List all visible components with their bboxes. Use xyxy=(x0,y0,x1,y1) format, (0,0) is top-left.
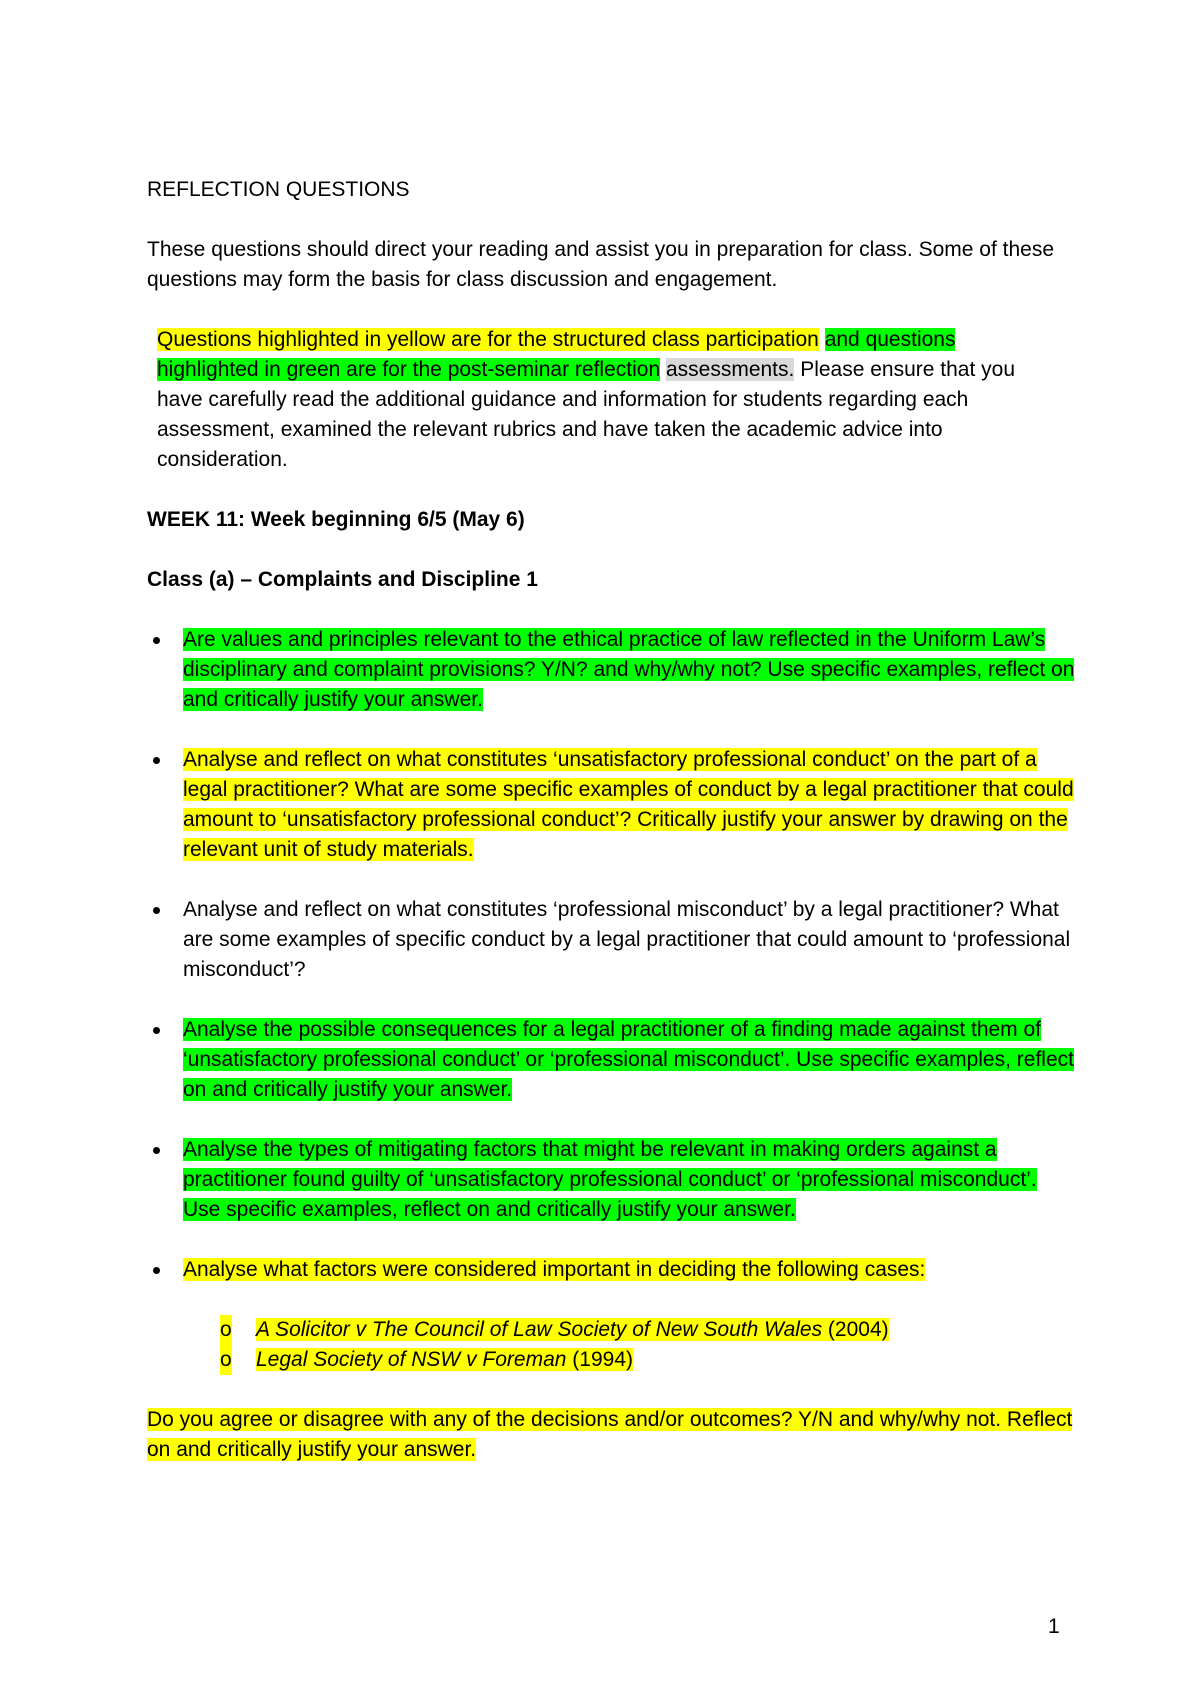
bullet-icon xyxy=(153,1267,160,1274)
question-list xyxy=(147,625,1077,1285)
bullet-icon xyxy=(153,1147,160,1154)
question-text: Are values and principles relevant to the ethical practice of law reflected in the Uniform Law’s disciplinary and complaint provisions? Y/N? and why/why not? Use specific examples, reflect on and critically justify your answer. xyxy=(183,628,1075,711)
highlight-note-box xyxy=(147,325,1057,475)
intro-paragraph: These questions should direct your reading and assist you in preparation for class. Some of these questions may form the basis for class discussion and engagement. xyxy=(147,238,1055,291)
case-list xyxy=(147,1315,1077,1375)
case-name: A Solicitor v The Council of Law Society of New South Wales xyxy=(256,1318,823,1341)
bullet-icon xyxy=(153,1027,160,1034)
question-text: Analyse and reflect on what constitutes ‘professional misconduct’ by a legal practitioner? What are some examples of specific conduct by a legal practitioner that could amount to ‘professional misconduct’? xyxy=(183,898,1071,981)
bullet-icon xyxy=(153,907,160,914)
bullet-icon xyxy=(153,637,160,644)
question-item xyxy=(147,1015,1077,1105)
note-yellow-text: Questions highlighted in yellow are for the structured class participation xyxy=(157,328,819,351)
class-heading: Class (a) – Complaints and Discipline 1 xyxy=(147,568,538,591)
question-text: Analyse what factors were considered important in deciding the following cases: xyxy=(183,1258,926,1281)
note-green-text: and questions highlighted in green are for the post-seminar reflection xyxy=(157,328,956,381)
question-item xyxy=(147,745,1077,865)
sub-bullet-icon: o xyxy=(220,1315,232,1345)
question-item xyxy=(147,625,1077,715)
note-gray-text: assessments. xyxy=(665,358,795,381)
document-content xyxy=(147,175,1077,1465)
case-year: (2004) xyxy=(822,1318,889,1341)
note-rest-text: Please ensure that you have carefully read the additional guidance and information for students regarding each assessment, examined the relevant rubrics and have taken the academic advice into consideration. xyxy=(157,358,1016,471)
sub-bullet-icon: o xyxy=(220,1345,232,1375)
document-title: REFLECTION QUESTIONS xyxy=(147,178,410,201)
case-item xyxy=(147,1315,1077,1345)
week-heading: WEEK 11: Week beginning 6/5 (May 6) xyxy=(147,508,525,531)
question-text: Analyse the types of mitigating factors that might be relevant in making orders against a practitioner found guilty of ‘unsatisfactory professional conduct’ or ‘professional misconduct’. Use specific examples, reflect on and critically justify your answer. xyxy=(183,1138,1037,1221)
case-item xyxy=(147,1345,1077,1375)
case-year: (1994) xyxy=(566,1348,634,1371)
question-text: Analyse the possible consequences for a legal practitioner of a finding made against them of ‘unsatisfactory professional conduct’ or ‘professional misconduct’. Use specific examples, reflect on and critically justify your answer. xyxy=(183,1018,1074,1101)
question-item xyxy=(147,895,1077,985)
case-name: Legal Society of NSW v Foreman xyxy=(256,1348,567,1371)
question-item xyxy=(147,1255,1077,1285)
question-item xyxy=(147,1135,1077,1225)
question-text: Analyse and reflect on what constitutes ‘unsatisfactory professional conduct’ on the part of a legal practitioner? What are some specific examples of conduct by a legal practitioner that could amount to ‘unsatisfactory professional conduct’? Critically justify your answer by drawing on the relevant unit of study materials. xyxy=(183,748,1074,861)
page-number: 1 xyxy=(1048,1615,1060,1638)
bullet-icon xyxy=(153,757,160,764)
closing-question: Do you agree or disagree with any of the decisions and/or outcomes? Y/N and why/why not. Reflect on and critically justify your answer. xyxy=(147,1408,1073,1461)
